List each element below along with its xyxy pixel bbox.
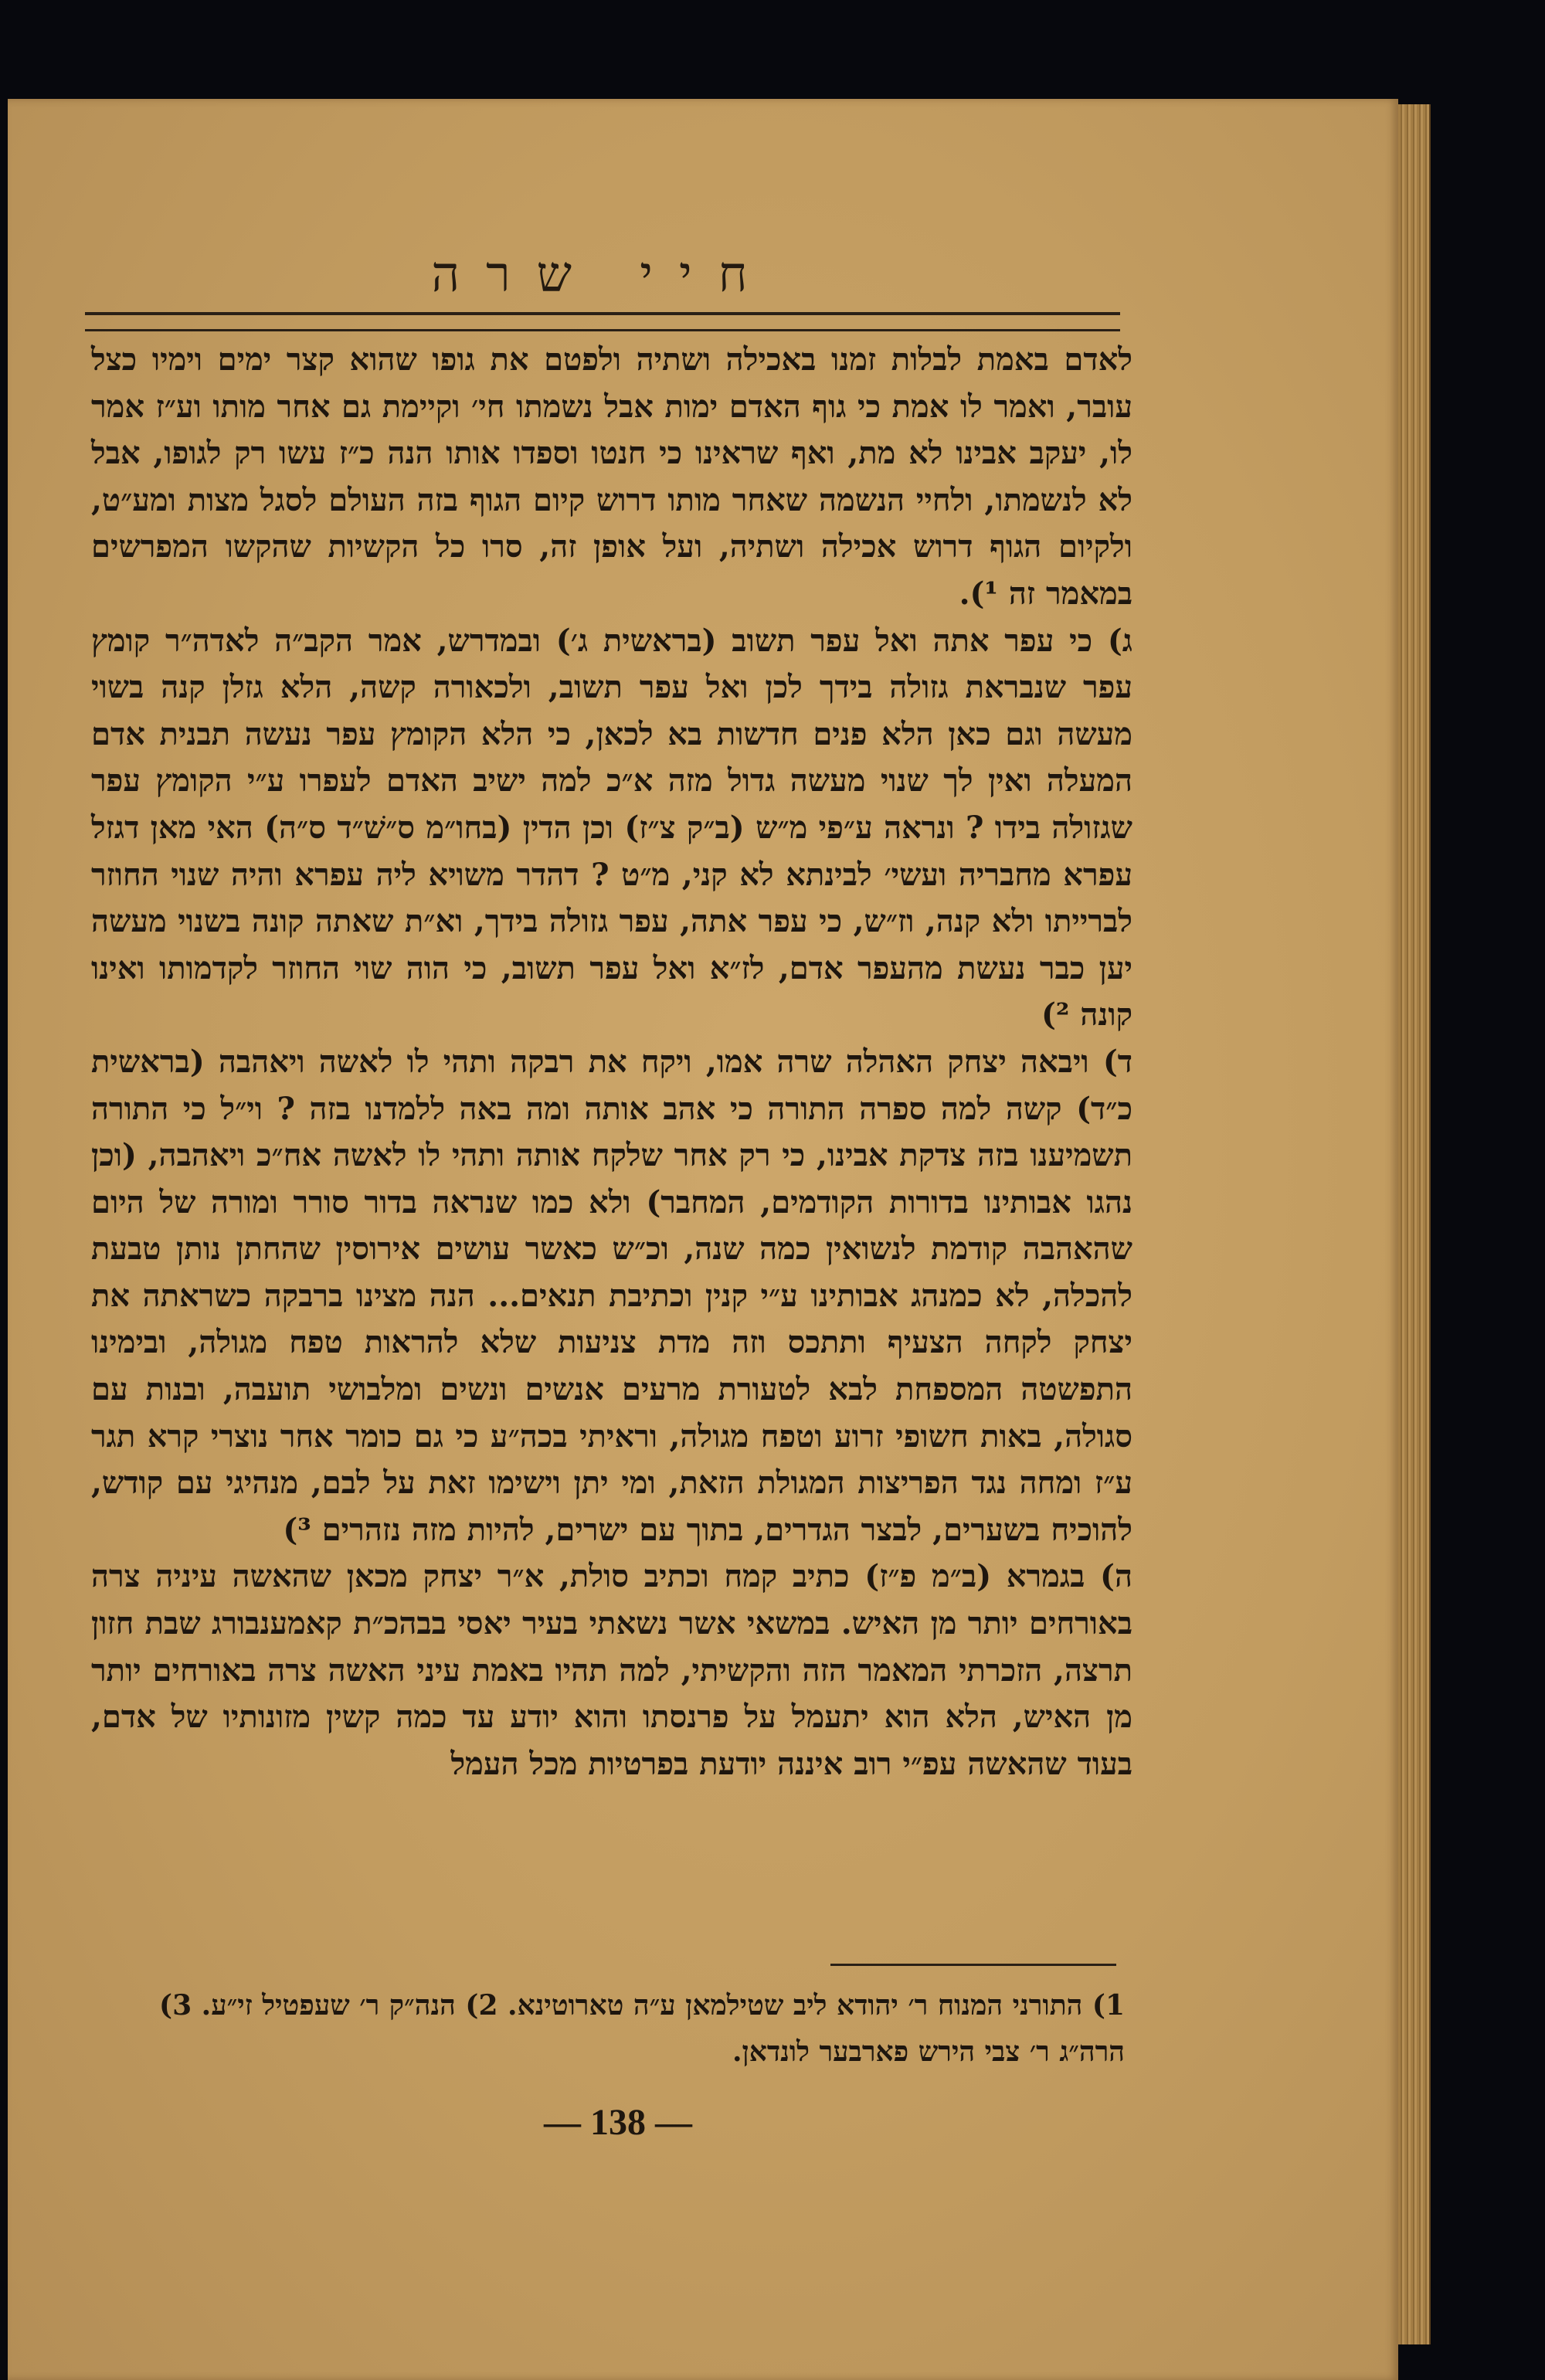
paragraph: ד) ויבאה יצחק האהלה שרה אמו, ויקח את רבקה ותהי לו לאשה ויאהבה (בראשית כ״ד) קשה למה ספרה התורה כי אהב אותה ומה באה ללמדנו בזה ? וי״ל כי התורה תשמיענו בזה צדקת אבינו, כי רק אחר שלקח אותה ותהי לו לאשה אח״כ ויאהבה, (וכן נהגו אבותינו בדורות הקודמים, המחבר) ולא כמו שנראה בדור סורר ומורה של היום שהאהבה קודמת לנשואין כמה שנה, וכ״ש כאשר עושים אירוסין שהחתן נותן טבעת להכלה, לא כמנהג אבותינו ע״י קנין וכתיבת תנאים... הנה מצינו ברבקה כשראתה את יצחק לקחה הצעיף ותתכס וזה מדת צניעות שלא להראות טפח מגולה, ובימינו התפשטה המספחת לבא לטעורת מרעים אנשים ונשים ומלבושי תועבה, ובנות עם סגולה, באות חשופי זרוע וטפח מגולה, וראיתי בכה״ע כי גם כומר אחר נוצרי קרא תגר ע״ז ומחה נגד הפריצות המגולת הזאת, ומי יתן וישימו זאת על לבם, מנהיגי עם קודש, להוכיח בשערים, לבצר הגדרים, בתוך עם ישרים, להיות מזה נזהרים ³) — [91, 1043, 1132, 1548]
paragraph: ג) כי עפר אתה ואל עפר תשוב (בראשית ג׳) ובמדרש, אמר הקב״ה לאדה״ר קומץ עפר שנבראת גזולה בידך לכן ואל עפר תשוב, ולכאורה קשה, הלא גזלן קנה בשוי מעשה וגם כאן הלא פנים חדשות בא לכאן, כי הלא הקומץ עפר נעשה תבנית אדם המעלה ואין לך שנוי מעשה גדול מזה א״כ למה ישיב האדם לעפרו ע״י הקומץ עפר שגזולה בידו ? ונראה ע״פי מ״ש (ב״ק צ״ז) וכן הדין (בחו״מ ס״שׁ״ד ס״ה) האי מאן דגזל עפרא מחבריה ועשי׳ לבינתא לא קני, מ״ט ? דהדר משויא ליה עפרא והיה שנוי החוזר לברייתו ולא קנה, וז״ש, כי עפר אתה, עפר גזולה בידך, וא״ת שאתה קונה בשנוי מעשה יען כבר נעשת מהעפר אדם, לז״א ואל עפר תשוב, כי הוה שוי החוזר לקדמותו ואינו קונה ²) — [91, 622, 1132, 1034]
footnote-rule — [830, 1964, 1116, 1966]
footnote: 3) הרה״ג ר׳ צבי הירש פארבער לונדאן. — [159, 1989, 1125, 2068]
paragraph: ה) בגמרא (ב״מ פ״ז) כתיב קמח וכתיב סולת, א״ר יצחק מכאן שהאשה עיניה צרה באורחים יותר מן האיש. במשאי אשר נשאתי בעיר יאסי בבהכ״ת קאמענבורג שבת חזון תרצה, הזכרתי המאמר הזה והקשיתי, למה תהיו באמת עיני האשה צרה באורחים יותר מן האיש, הלא הוא יתעמל על פרנסתו והוא יודע עד כמה קשין מזונותיו של אדם, בעוד שהאשה עפ״י רוב איננה יודעת בפרטיות מכל העמל — [91, 1558, 1132, 1782]
footnote: 1) התורני המנוח ר׳ יהודא ליב שטילמאן ע״ה טארוטינא. — [508, 1989, 1125, 2022]
footnote: 2) הנה״ק ר׳ שעפטיל זי״ע. — [201, 1989, 498, 2022]
paragraph: לאדם באמת לבלות זמנו באכילה ושתיה ולפטם את גופו שהוא קצר ימים וימיו כצל עובר, ואמר לו אמת כי גוף האדם ימות אבל נשמתו חי׳ וקיימת גם אחר מותו וע״ז אמר לו, יעקב אבינו לא מת, ואף שראינו כי חנטו וספדו אותו הנה כ״ז עשו רק לגופו, אבל לא לנשמתו, ולחיי הנשמה שאחר מותו דרוש קיום הגוף בזה העולם לסגל מצות ומע״ט, ולקיום הגוף דרוש אכילה ושתיה, ועל אופן זה, סרו כל הקשיות שהקשו המפרשים במאמר זה ¹)․ — [91, 341, 1132, 612]
header-rule — [85, 312, 1120, 331]
page-header — [85, 244, 1120, 331]
page-edges — [1398, 104, 1431, 2344]
running-head: חיי שרה — [431, 246, 774, 304]
footnotes — [93, 1982, 1125, 2075]
main-text — [91, 337, 1132, 1788]
page-number: — 138 — — [544, 2102, 692, 2143]
